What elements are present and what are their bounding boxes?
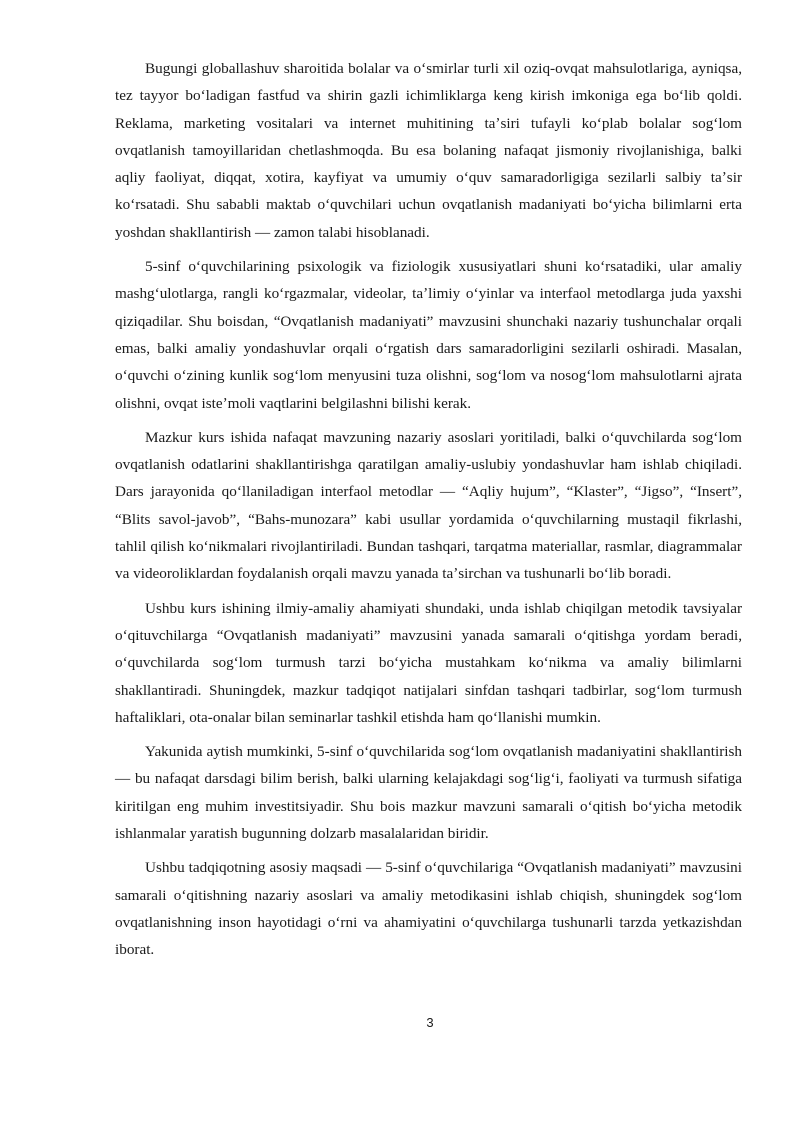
paragraph: Mazkur kurs ishida nafaqat mavzuning nazariy asoslari yoritiladi, balki oʻquvchilarda sogʻlom ovqatlanish odatlarini shakllantirishga qaratilgan amaliy-uslubiy yondashuvlar ham ishlab chiqiladi. Dars jarayonida qoʻllaniladigan interfaol metodlar — “Aqliy hujum”, “Klaster”, “Jigso”, “Insert”, “Blits savol-javob”, “Bahs-munozara” kabi usullar yordamida oʻquvchilarning mustaqil fikrlashi, tahlil qilish koʻnikmalari rivojlantiriladi. Bundan tashqari, tarqatma materiallar, rasmlar, diagrammalar va videoroliklardan foydalanish orqali mavzu yanada taʼsirchan va tushunarli boʻlib boradi.: [115, 428, 742, 583]
page-number: 3: [426, 1015, 434, 1030]
paragraph: 5-sinf oʻquvchilarining psixologik va fiziologik xususiyatlari shuni koʻrsatadiki, ular amaliy mashgʻulotlarga, rangli koʻrgazmalar, videolar, taʼlimiy oʻyinlar va interfaol metodlarga juda yaxshi qiziqadilar. Shu boisdan, “Ovqatlanish madaniyati” mavzusini shunchaki nazariy tushunchalar orqali emas, balki amaliy yondashuvlar orqali oʻrgatish dars samaradorligini sezilarli oshiradi. Masalan, oʻquvchi oʻzining kunlik sogʻlom menyusini tuza olishni, sogʻlom va nosogʻlom mahsulotlarni ajrata olishni, ovqat isteʼmoli vaqtlarini belgilashni bilishi kerak.: [115, 258, 742, 412]
paragraph: Ushbu kurs ishining ilmiy-amaliy ahamiyati shundaki, unda ishlab chiqilgan metodik tavsiyalar oʻqituvchilarga “Ovqatlanish madaniyati” mavzusini yanada samarali oʻqitishga yordam beradi, oʻquvchilarda sogʻlom turmush tarzi boʻyicha mustahkam koʻnikma va amaliy bilimlarni shakllantiradi. Shuningdek, mazkur tadqiqot natijalari sinfdan tashqari tadbirlar, sogʻlom turmush haftaliklari, ota-onalar bilan seminarlar tashkil etishda ham qoʻllanishi mumkin.: [115, 599, 742, 726]
paragraph: Yakunida aytish mumkinki, 5-sinf oʻquvchilarida sogʻlom ovqatlanish madaniyatini shakllantirish — bu nafaqat darsdagi bilim berish, balki ularning kelajakdagi sogʻligʻi, faoliyati va turmush sifatiga kiritilgan eng muhim investitsiyadir. Shu bois mazkur mavzuni samarali oʻqitish boʻyicha metodik ishlanmalar yaratish bugunning dolzarb masalalaridan biridir.: [115, 743, 742, 843]
paragraph: Bugungi globallashuv sharoitida bolalar va oʻsmirlar turli xil oziq-ovqat mahsulotlariga, ayniqsa, tez tayyor boʻladigan fastfud va shirin gazli ichimliklarga keng kirish imkoniga ega boʻlib qoldi. Reklama, marketing vositalari va internet muhitining taʼsiri tufayli koʻplab bolalar sogʻlom ovqatlanish tamoyillaridan chetlashmoqda. Bu esa bolaning nafaqat jismoniy rivojlanishiga, balki aqliy faoliyat, diqqat, xotira, kayfiyat va umumiy oʻquv samaradorligiga sezilarli salbiy taʼsir koʻrsatadi. Shu sababli maktab oʻquvchilari uchun ovqatlanish madaniyati boʻyicha bilimlarni erta yoshdan shakllantirish — zamon talabi hisoblanadi.: [115, 60, 742, 241]
document-body: [115, 55, 742, 971]
paragraph: Ushbu tadqiqotning asosiy maqsadi — 5-sinf oʻquvchilariga “Ovqatlanish madaniyati” mavzusini samarali oʻqitishning nazariy asoslari va amaliy metodikasini ishlab chiqish, shuningdek sogʻlom ovqatlanishning inson hayotidagi oʻrni va ahamiyatini oʻquvchilarga tushunarli tarzda yetkazishdan iborat.: [115, 859, 742, 959]
